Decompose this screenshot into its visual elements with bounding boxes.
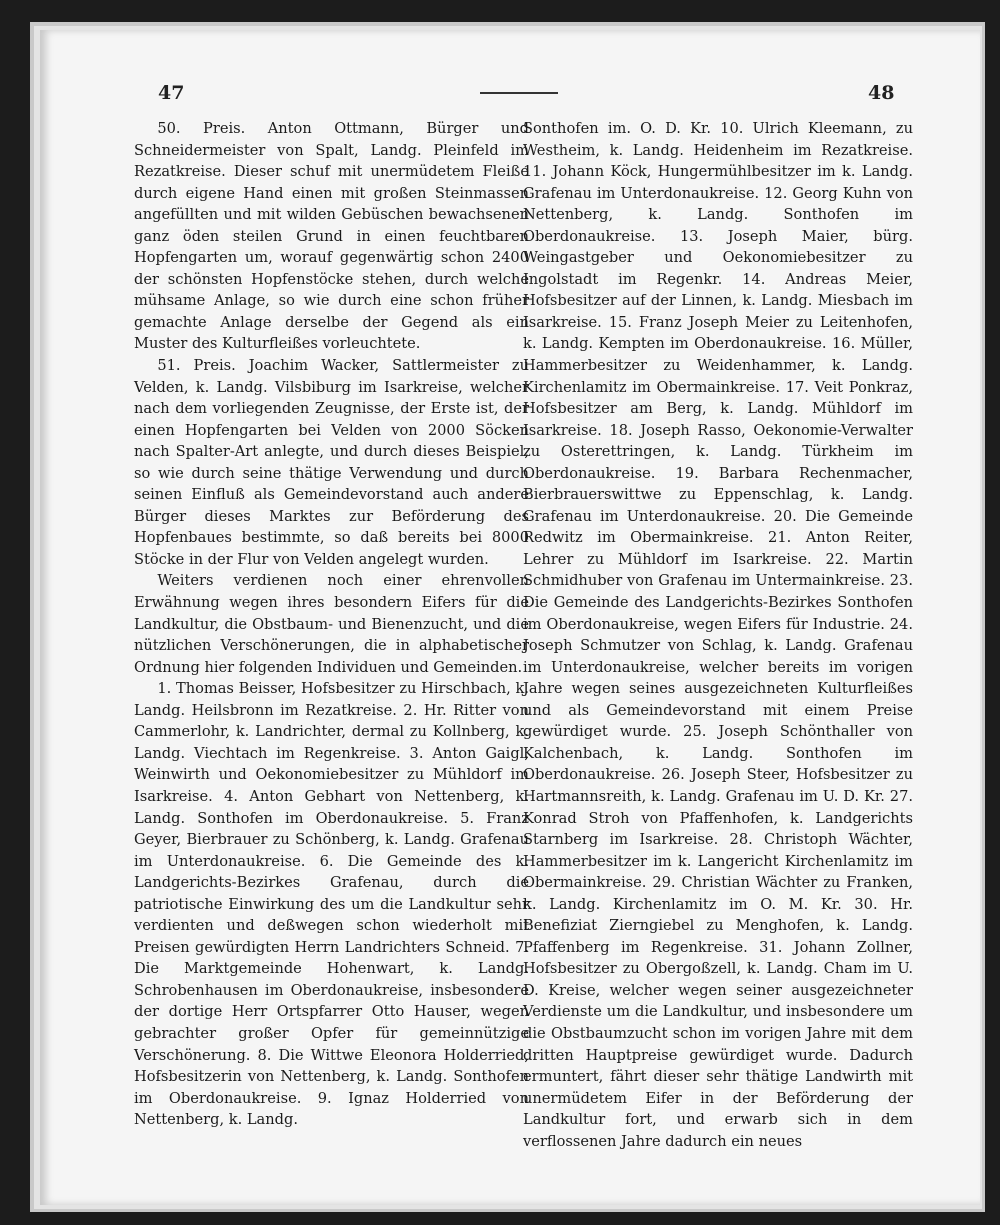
paragraph: 50. Preis. Anton Ottmann, Bürger und Schneidermeister von Spalt, Landg. Pleinfeld im Rezatkreise. Dieser schuf mit unermüdetem Fleiße durch eigene Hand einen mit großen Steinmassen angefüllten und mit wilden Gebüschen bewachsenen ganz öden steilen Grund in einen feuchtbaren Hopfengarten um, worauf gegenwärtig schon 2400 der schönsten Hopfenstöcke stehen, durch welche mühsame Anlage, so wie durch eine schon früher gemachte Anlage derselbe der Gegend als ein Muster des Kulturfleißes vorleuchtete. xyxy=(134,120,529,353)
paragraph: 51. Preis. Joachim Wacker, Sattlermeister zu Velden, k. Landg. Vilsbiburg im Isarkreise, welcher nach dem vorliegenden Zeugnisse, der Erste ist, der einen Hopfengarten bei Velden von 2000 Söcken nach Spalter-Art anlegte, und durch dieses Beispiel, so wie durch seine thätige Verwendung und durch seinen Einfluß als Gemeindevorstand auch andere Bürger dieses Marktes zur Beförderung des Hopfenbaues bestimmte, so daß bereits bei 8000 Stöcke in der Flur von Velden angelegt wurden. xyxy=(134,357,529,568)
page-number-right: 48 xyxy=(868,82,895,104)
paragraph: Sonthofen im. O. D. Kr. 10. Ulrich Kleemann, zu Westheim, k. Landg. Heidenheim im Rezatkreise. 11. Johann Köck, Hungermühlbesitzer im k. Landg. Grafenau im Unterdonaukreise. 12. Georg Kuhn von Nettenberg, k. Landg. Sonthofen im Oberdonaukreise. 13. Joseph Maier, bürg. Weingastgeber und Oekonomiebesitzer zu Ingolstadt im Regenkr. 14. Andreas Meier, Hofsbesitzer auf der Linnen, k. Landg. Miesbach im Isarkreise. 15. Franz Joseph Meier zu Leitenhofen, k. Landg. Kempten im Oberdonaukreise. 16. Müller, Hammerbesitzer zu Weidenhammer, k. Landg. Kirchenlamitz im Obermainkreise. 17. Veit Ponkraz, Hofsbesitzer am Berg, k. Landg. Mühldorf im Isarkreise. 18. Joseph Rasso, Oekonomie-Verwalter zu Osterettringen, k. Landg. Türkheim im Oberdonaukreise. 19. Barbara Rechenmacher, Bierbrauerswittwe zu Eppenschlag, k. Landg. Grafenau im Unterdonaukreise. 20. Die Gemeinde Redwitz im Obermainkreise. 21. Anton Reiter, Lehrer zu Mühldorf im Isarkreise. 22. Martin Schmidhuber von Grafenau im Untermainkreise. 23. Die Gemeinde des Landgerichts-Bezirkes Sonthofen im Oberdonaukreise, wegen Eifers für Industrie. 24. Joseph Schmutzer von Schlag, k. Landg. Grafenau im Unterdonaukreise, welcher bereits im vorigen Jahre wegen seines ausgezeichneten Kulturfleißes und als Gemeindevorstand mit einem Preise gewürdiget wurde. 25. Joseph Schönthaller von Kalchenbach, k. Landg. Sonthofen im Oberdonaukreise. 26. Joseph Steer, Hofsbesitzer zu Hartmannsreith, k. Landg. Grafenau im U. D. Kr. 27. Konrad Stroh von Pfaffenhofen, k. Landgerichts Starnberg im Isarkreise. 28. Christoph Wächter, Hammerbesitzer im k. Langericht Kirchenlamitz im Obermainkreise. 29. Christian Wächter zu Franken, k. Landg. Kirchenlamitz im O. M. Kr. 30. Hr. Benefiziat Zierngiebel zu Menghofen, k. Landg. Pfaffenberg im Regenkreise. 31. Johann Zollner, Hofsbesitzer zu Obergoßzell, k. Landg. Cham im U. D. Kreise, welcher wegen seiner ausgezeichneter Verdienste um die Landkultur, und insbesondere um die Obstbaumzucht schon im vorigen Jahre mit dem dritten Hauptpreise gewürdiget wurde. Dadurch ermuntert, fährt dieser sehr thätige Landwirth mit unermüdetem Eifer in der Beförderung der Landkultur fort, und erwarb sich in dem verflossenen Jahre dadurch ein neues xyxy=(523,120,913,1150)
paragraph: 1. Thomas Beisser, Hofsbesitzer zu Hirschbach, k. Landg. Heilsbronn im Rezatkreise. 2. Hr. Ritter von Cammerlohr, k. Landrichter, dermal zu Kollnberg, k. Landg. Viechtach im Regenkreise. 3. Anton Gaigl, Weinwirth und Oekonomiebesitzer zu Mühldorf im Isarkreise. 4. Anton Gebhart von Nettenberg, k. Landg. Sonthofen im Oberdonaukreise. 5. Franz Geyer, Bierbrauer zu Schönberg, k. Landg. Grafenau im Unterdonaukreise. 6. Die Gemeinde des k. Landgerichts-Bezirkes Grafenau, durch die patriotische Einwirkung des um die Landkultur sehr verdienten und deßwegen schon wiederholt mit Preisen gewürdigten Herrn Landrichters Schneid. 7. Die Marktgemeinde Hohenwart, k. Landg. Schrobenhausen im Oberdonaukreise, insbesondere der dortige Herr Ortspfarrer Otto Hauser, wegen gebrachter großer Opfer für gemeinnützige Verschönerung. 8. Die Wittwe Eleonora Holderried, Hofsbesitzerin von Nettenberg, k. Landg. Sonthofen im Oberdonaukreise. 9. Ignaz Holderried von Nettenberg, k. Landg. xyxy=(134,680,529,1129)
paragraph: Weiters verdienen noch einer ehrenvollen Erwähnung wegen ihres besondern Eifers für die Landkultur, die Obstbaum- und Bienenzucht, und die nützlichen Verschönerungen, die in alphabetischer Ordnung hier folgenden Individuen und Gemeinden. xyxy=(134,572,529,676)
book-spread xyxy=(40,30,980,1205)
right-column xyxy=(523,118,913,1150)
page-number-left: 47 xyxy=(158,82,185,104)
header-rule xyxy=(480,92,558,94)
left-column xyxy=(134,118,529,1128)
